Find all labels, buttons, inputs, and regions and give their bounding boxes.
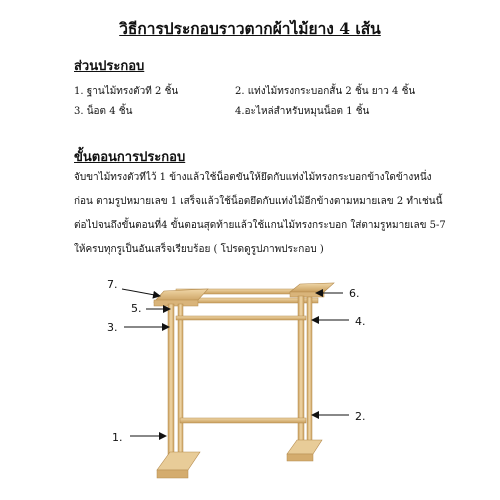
rack-left-foot [157,452,200,478]
figure-label-3: 3. [107,321,118,334]
part-item-1: 1. ฐานไม้ทรงตัวที 2 ชิ้น [74,86,179,97]
rack-middle-rail [176,316,306,320]
figure-label-6: 6. [349,287,360,300]
part-item-2: 2. แท่งไม้ทรงกระบอกสั้น 2 ชิ้น ยาว 4 ชิ้น [235,86,416,97]
step-line-2: ก่อน ตามรูปหมายเลข 1 เสร็จแล้วใช้น็อตยึดกับแท่งไม้อีกข้างตามหมายเลข 2 ทำเช่นนี้ [74,196,443,207]
rack-top-crossbar-left [154,289,208,306]
rack-top-crossbar-right [290,283,334,297]
steps-heading: ขั้นตอนการประกอบ [74,150,186,165]
figure-label-2: 2. [355,410,366,423]
figure-label-1: 1. [112,431,123,444]
document-title: วิธีการประกอบราวตากผ้าไม้ยาง 4 เส้น [119,19,381,38]
step-line-3: ต่อไปจนถึงขั้นตอนที่4 ขั้นตอนสุดท้ายแล้วใช้แกนไม้ทรงกระบอก ใส่ตามรูหมายเลข 5-7 [74,220,446,231]
towel-rack-figure [0,270,500,495]
arrow-7 [122,289,160,296]
part-item-4: 4.อะไหล่สำหรับหมุนน็อต 1 ชิ้น [235,106,370,117]
step-line-1: จับขาไม้ทรงตัวทีไว้ 1 ข้างแล้วใช้น็อตขันให้ยึดกับแท่งไม้ทรงกระบอกข้างใดข้างหนึ่ง [74,172,432,183]
rack-right-foot [287,440,322,461]
figure-label-4: 4. [355,315,366,328]
part-item-3: 3. น็อต 4 ชิ้น [74,106,133,117]
step-line-4: ให้ครบทุกรูเป็นอันเสร็จเรียบร้อย ( โปรดดูรูปภาพประกอบ ) [74,244,324,255]
figure-label-5: 5. [131,302,142,315]
parts-heading: ส่วนประกอบ [74,59,145,74]
figure-label-7: 7. [107,278,118,291]
rack-bottom-rail [180,418,306,423]
rack-left-upright [168,304,183,464]
